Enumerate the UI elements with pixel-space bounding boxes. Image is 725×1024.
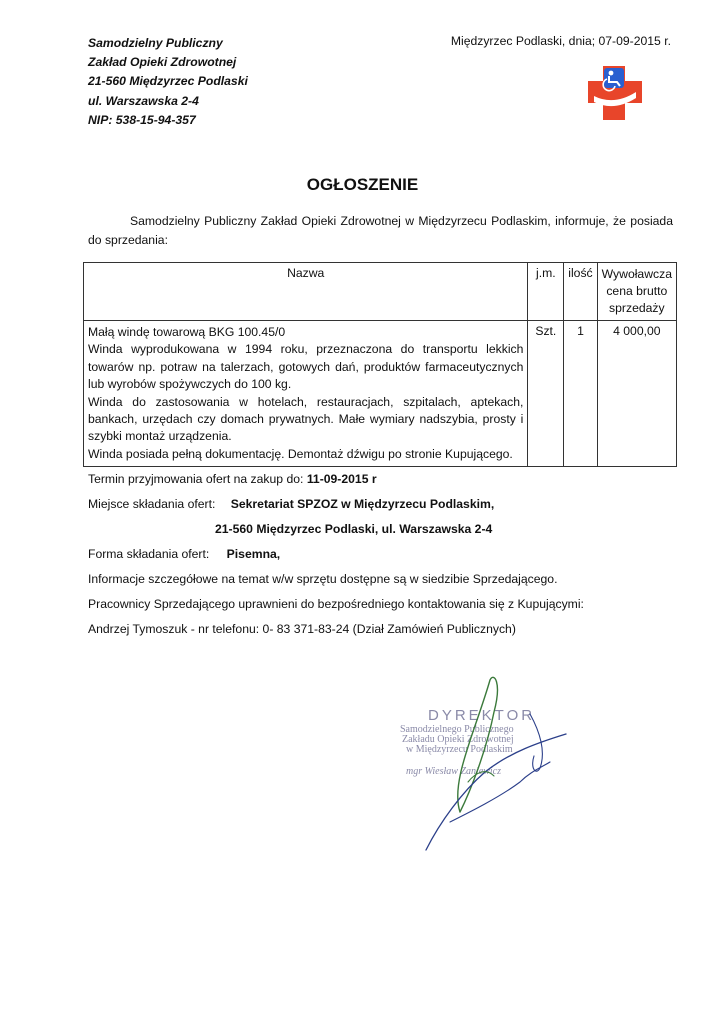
termin-label: Termin przyjmowania ofert na zakup do: [88, 472, 304, 486]
forma-line [88, 547, 280, 561]
intro-paragraph: Samodzielny Publiczny Zakład Opieki Zdrowotnej w Międzyrzecu Podlaskim, informuje, że posiada do sprzedania: [88, 214, 673, 247]
item-price: 4 000,00 [597, 321, 676, 467]
sender-line-1: Samodzielny Publiczny [88, 36, 223, 50]
forma-label: Forma składania ofert: [88, 547, 210, 561]
item-name: Małą windę towarową BKG 100.45/0 [88, 325, 286, 339]
sender-line-2: Zakład Opieki Zdrowotnej [88, 55, 237, 70]
header-cena-line-3: sprzedaży [609, 301, 665, 315]
handwritten-signature [426, 677, 566, 850]
item-desc-usage: Winda do zastosowania w hotelach, restauracjach, szpitalach, aptekach, bankach, urzędach czy domach prywatnych. Małe wymiary nadszybia, prosty i szybki montaż urządzenia. [88, 394, 524, 444]
forma-value: Pisemna, [226, 547, 281, 561]
header-cena-line-1: Wywoławcza [601, 267, 672, 281]
sender-line-5: NIP: 538-15-94-357 [88, 112, 196, 127]
stamp-line-5: mgr Wiesław Zaniewicz [406, 766, 502, 777]
termin-value: 11-09-2015 r [306, 472, 377, 486]
miejsce-value-1: Sekretariat SPZOZ w Międzyrzecu Podlaskim, [230, 497, 495, 511]
header-cena-line-2: cena brutto [606, 284, 668, 298]
sender-line-4: ul. Warszawska 2-4 [88, 93, 199, 108]
director-stamp-signature [390, 672, 580, 862]
item-description [84, 321, 528, 467]
item-desc-production: Winda wyprodukowana w 1994 roku, przeznaczona do transportu lekkich towarów np. potraw na talerzach, gotowych dań, produktów farmaceutycznych lub wyrobów spożywczych do 100 kg. [88, 342, 524, 392]
table-header-row [84, 263, 677, 321]
header-ilosc: ilość [564, 263, 597, 321]
table-row [84, 321, 677, 467]
hospital-cross-logo-icon [584, 62, 646, 124]
pracownicy-line: Pracownicy Sprzedającego uprawnieni do bezpośredniego kontaktowania się z Kupującymi: [88, 597, 584, 611]
item-unit: Szt. [528, 321, 564, 467]
item-desc-documentation: Winda posiada pełną dokumentację. Demontaż dźwigu po stronie Kupującego. [88, 446, 513, 461]
stamp-line-4: w Międzyrzecu Podlaskim [406, 744, 513, 755]
page-title: OGŁOSZENIE [306, 175, 419, 194]
sender-address [88, 34, 248, 130]
miejsce-value-2: 21-560 Międzyrzec Podlaski, ul. Warszawska 2-4 [215, 522, 493, 536]
stamp-line-3: Zakładu Opieki Zdrowotnej [402, 734, 514, 745]
header-cena [597, 263, 676, 321]
miejsce-line [88, 497, 494, 511]
miejsce-label: Miejsce składania ofert: [88, 497, 216, 511]
offer-table [83, 262, 677, 467]
item-quantity: 1 [564, 321, 597, 467]
info-line: Informacje szczegółowe na temat w/w sprzętu dostępne są w siedzibie Sprzedającego. [88, 572, 558, 586]
place-date: Międzyrzec Podlaski, dnia; 07-09-2015 r. [450, 34, 671, 48]
header-nazwa: Nazwa [84, 263, 528, 321]
sender-line-3: 21-560 Międzyrzec Podlaski [88, 74, 248, 89]
kontakt-line: Andrzej Tymoszuk - nr telefonu: 0- 83 371-83-24 (Dział Zamówień Publicznych) [88, 622, 516, 636]
header-jm: j.m. [528, 263, 564, 321]
stamp-line-1: DYREKTOR [428, 707, 536, 724]
termin-line [88, 472, 377, 486]
stamp-line-2: Samodzielnego Publicznego [400, 724, 514, 735]
